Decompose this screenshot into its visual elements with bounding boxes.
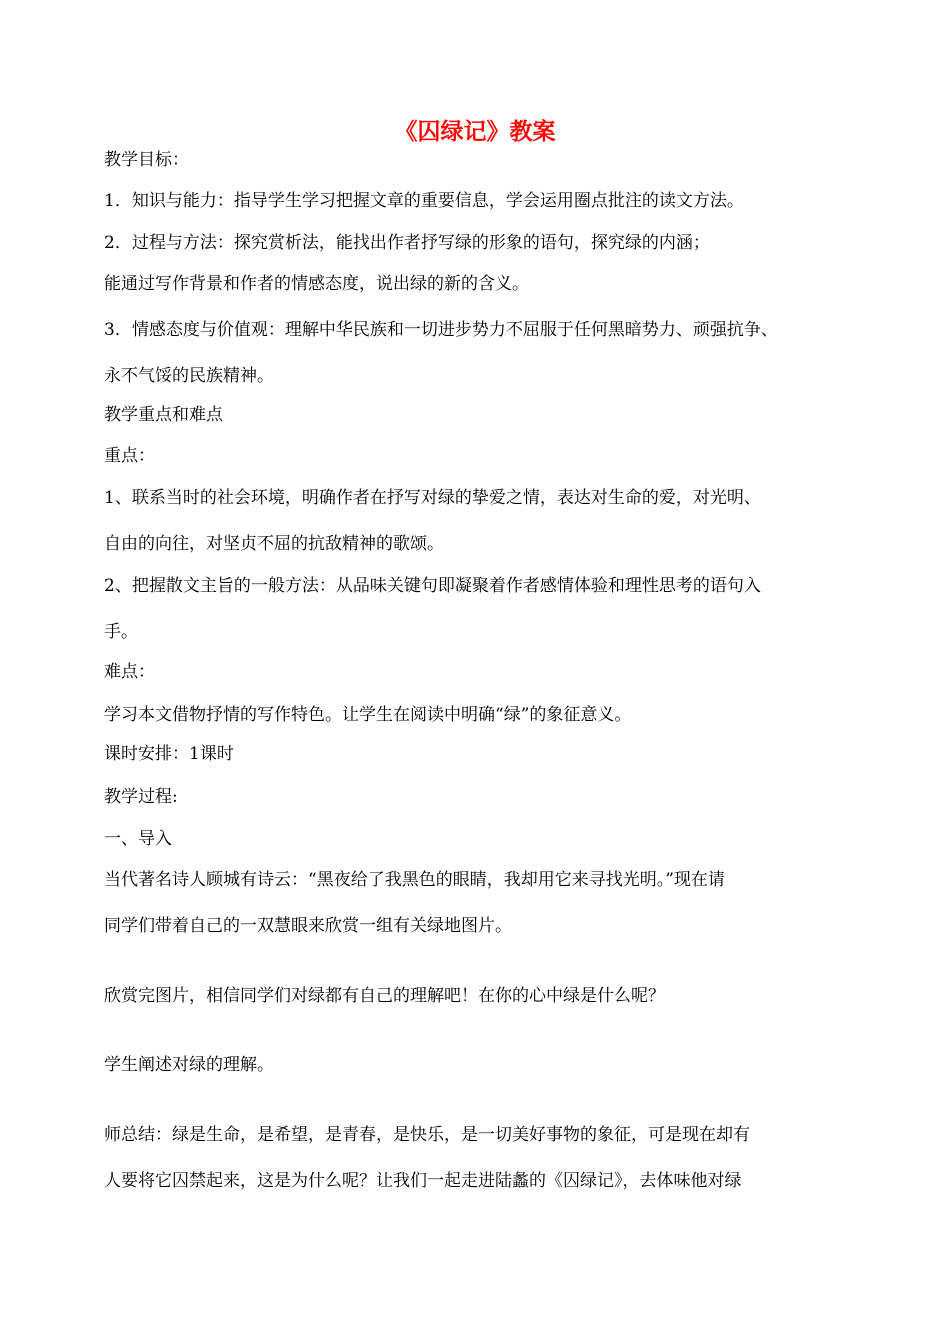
- text-line: 2．过程与方法：探究赏析法，能找出作者抒写绿的形象的语句，探究绿的内涵；: [104, 233, 710, 253]
- text-line: 欣赏完图片，相信同学们对绿都有自己的理解吧！在你的心中绿是什么呢？: [104, 986, 665, 1006]
- text-line: 教学目标：: [104, 150, 189, 170]
- text-line: 教学过程:: [104, 787, 178, 807]
- text-line: 人要将它囚禁起来，这是为什么呢？让我们一起走进陆蠡的《囚绿记》，去体味他对绿: [104, 1171, 742, 1191]
- text-line: 一、导入: [104, 829, 172, 849]
- text-line: 永不气馁的民族精神。: [104, 366, 274, 386]
- text-line: 同学们带着自己的一双慧眼来欣赏一组有关绿地图片。: [104, 916, 512, 936]
- text-line: 1．知识与能力：指导学生学习把握文章的重要信息，学会运用圈点批注的读文方法。: [104, 191, 744, 211]
- text-line: 当代著名诗人顾城有诗云：“黑夜给了我黑色的眼睛，我却用它来寻找光明。”现在请: [104, 870, 725, 890]
- text-line: 2、把握散文主旨的一般方法：从品味关键句即凝聚着作者感情体验和理性思考的语句入: [104, 576, 761, 596]
- text-line: 3．情感态度与价值观：理解中华民族和一切进步势力不屈服于任何黑暗势力、顽强抗争、: [104, 320, 778, 340]
- text-line: 自由的向往，对坚贞不屈的抗敌精神的歌颂。: [104, 534, 444, 554]
- text-line: 学生阐述对绿的理解。: [104, 1055, 274, 1075]
- document-title: 《囚绿记》教案: [394, 118, 556, 145]
- text-line: 教学重点和难点: [104, 405, 223, 425]
- text-line: 能通过写作背景和作者的情感态度，说出绿的新的含义。: [104, 274, 529, 294]
- text-line: 手。: [104, 622, 138, 642]
- text-line: 难点：: [104, 662, 155, 682]
- text-line: 重点：: [104, 446, 155, 466]
- text-line: 师总结：绿是生命，是希望，是青春，是快乐，是一切美好事物的象征，可是现在却有: [104, 1125, 750, 1145]
- text-line: 学习本文借物抒情的写作特色。让学生在阅读中明确“绿”的象征意义。: [104, 705, 632, 725]
- text-line: 课时安排：1课时: [104, 744, 234, 764]
- text-line: 1、联系当时的社会环境，明确作者在抒写对绿的挚爱之情，表达对生命的爱，对光明、: [104, 488, 761, 508]
